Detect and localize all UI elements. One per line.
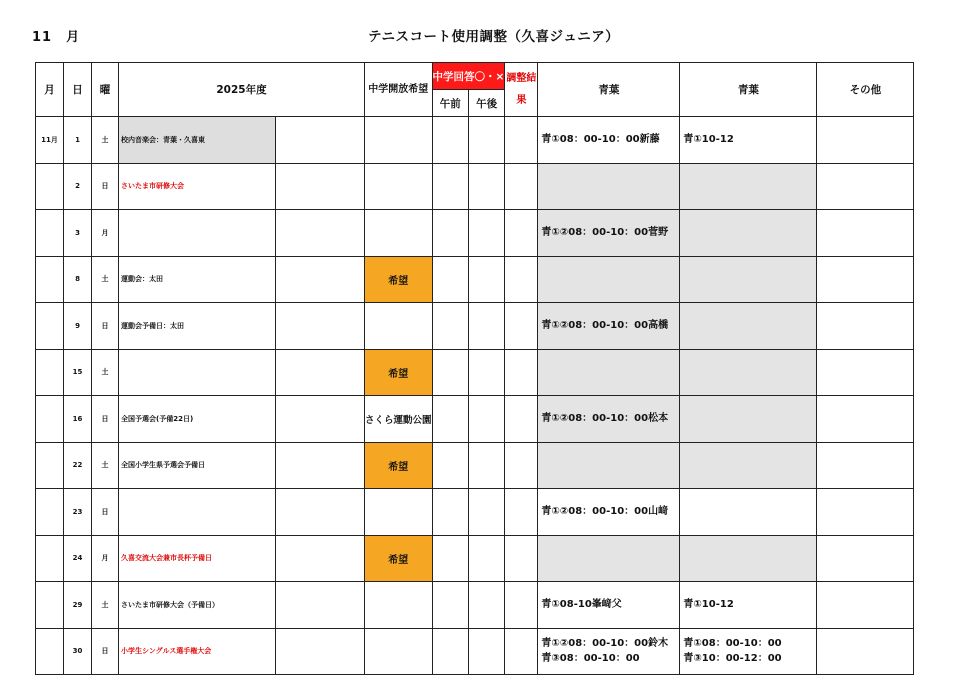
cell-morning[interactable] [432, 535, 468, 582]
cell-day: 24 [64, 535, 92, 582]
cell-other[interactable] [817, 489, 914, 536]
document-title: テニスコート使用調整（久喜ジュニア） [368, 29, 620, 45]
cell-month [36, 256, 64, 303]
cell-afternoon[interactable] [468, 628, 504, 675]
cell-afternoon[interactable] [468, 489, 504, 536]
cell-morning[interactable] [432, 489, 468, 536]
cell-other[interactable] [817, 117, 914, 164]
cell-open [365, 210, 433, 257]
col-header-other: その他 [817, 63, 914, 117]
cell-weekday: 日 [92, 163, 119, 210]
cell-afternoon[interactable] [468, 210, 504, 257]
cell-open [365, 303, 433, 350]
cell-month [36, 628, 64, 675]
cell-other[interactable] [817, 210, 914, 257]
cell-aoba-1[interactable] [538, 163, 680, 210]
cell-other[interactable] [817, 582, 914, 629]
cell-other[interactable] [817, 396, 914, 443]
table-row [36, 303, 914, 350]
cell-event-extra [276, 396, 365, 443]
cell-morning[interactable] [432, 396, 468, 443]
cell-other[interactable] [817, 256, 914, 303]
cell-weekday: 月 [92, 210, 119, 257]
cell-aoba-2[interactable] [680, 210, 817, 257]
cell-aoba-2[interactable] [680, 582, 817, 629]
cell-adjust-result[interactable] [505, 628, 538, 675]
col-header-aoba-2: 青葉 [680, 63, 817, 117]
cell-aoba-1[interactable] [538, 210, 680, 257]
cell-day: 8 [64, 256, 92, 303]
cell-weekday: 土 [92, 349, 119, 396]
cell-other[interactable] [817, 349, 914, 396]
cell-event: 久喜交流大会兼市長杯予備日 [119, 535, 276, 582]
cell-other[interactable] [817, 163, 914, 210]
cell-other[interactable] [817, 628, 914, 675]
cell-morning[interactable] [432, 256, 468, 303]
cell-event [119, 489, 276, 536]
cell-day: 2 [64, 163, 92, 210]
cell-aoba-1[interactable] [538, 535, 680, 582]
cell-adjust-result[interactable] [505, 489, 538, 536]
cell-open: さくら運動公園 [365, 396, 433, 443]
cell-aoba-1[interactable] [538, 628, 680, 675]
request-badge: 希望 [365, 349, 433, 396]
cell-event: 運動会予備日：太田 [119, 303, 276, 350]
cell-afternoon[interactable] [468, 349, 504, 396]
cell-weekday: 土 [92, 582, 119, 629]
cell-month [36, 349, 64, 396]
cell-event-extra [276, 489, 365, 536]
cell-morning[interactable] [432, 163, 468, 210]
aoba-1-entry: 青①②08：00-10：00山﨑 [541, 506, 669, 518]
cell-adjust-result[interactable] [505, 210, 538, 257]
table-row [36, 582, 914, 629]
cell-aoba-2[interactable] [680, 628, 817, 675]
aoba-1-entry: 青①08：00-10：00新藤 [541, 134, 660, 146]
cell-event-extra [276, 349, 365, 396]
cell-event: さいたま市研修大会（予備日） [119, 582, 276, 629]
table-row [36, 349, 914, 396]
cell-adjust-result[interactable] [505, 442, 538, 489]
cell-other[interactable] [817, 442, 914, 489]
cell-event-extra [276, 442, 365, 489]
request-badge: 希望 [365, 442, 433, 489]
cell-morning[interactable] [432, 117, 468, 164]
col-header-year-events: 2025年度 [119, 63, 365, 117]
cell-morning[interactable] [432, 628, 468, 675]
cell-day: 29 [64, 582, 92, 629]
cell-weekday: 土 [92, 256, 119, 303]
cell-month [36, 489, 64, 536]
cell-month: 11月 [36, 117, 64, 164]
cell-aoba-1[interactable] [538, 256, 680, 303]
table-row [36, 396, 914, 443]
cell-afternoon[interactable] [468, 582, 504, 629]
cell-afternoon[interactable] [468, 256, 504, 303]
cell-aoba-2[interactable] [680, 489, 817, 536]
cell-afternoon[interactable] [468, 535, 504, 582]
cell-event-extra [276, 535, 365, 582]
col-header-month: 月 [36, 63, 64, 117]
aoba-1-entry: 青①②08：00-10：00高橋 [541, 320, 669, 332]
cell-weekday: 日 [92, 489, 119, 536]
table-row [36, 117, 914, 164]
col-header-afternoon: 午後 [468, 90, 504, 117]
cell-morning[interactable] [432, 442, 468, 489]
cell-aoba-1[interactable] [538, 117, 680, 164]
month-unit: 月 [66, 30, 81, 45]
cell-morning[interactable] [432, 582, 468, 629]
cell-day: 9 [64, 303, 92, 350]
cell-event-extra [276, 256, 365, 303]
cell-month [36, 396, 64, 443]
col-header-morning: 午前 [432, 90, 468, 117]
cell-adjust-result[interactable] [505, 535, 538, 582]
cell-aoba-2[interactable] [680, 256, 817, 303]
cell-morning[interactable] [432, 210, 468, 257]
cell-adjust-result[interactable] [505, 396, 538, 443]
cell-event: さいたま市研修大会 [119, 163, 276, 210]
col-header-weekday: 曜 [92, 63, 119, 117]
cell-aoba-1[interactable] [538, 582, 680, 629]
table-row [36, 535, 914, 582]
cell-month [36, 582, 64, 629]
cell-weekday: 土 [92, 442, 119, 489]
cell-day: 23 [64, 489, 92, 536]
cell-afternoon[interactable] [468, 117, 504, 164]
cell-day: 1 [64, 117, 92, 164]
aoba-2-entry: 青③10：00-12：00 [683, 653, 782, 665]
cell-aoba-2[interactable] [680, 442, 817, 489]
cell-event-extra [276, 117, 365, 164]
cell-adjust-result[interactable] [505, 117, 538, 164]
cell-event: 全国小学生県予選会予備日 [119, 442, 276, 489]
cell-weekday: 日 [92, 303, 119, 350]
cell-day: 3 [64, 210, 92, 257]
col-header-adjust-result: 調整結果 [505, 63, 538, 117]
aoba-1-entry: 青①②08：00-10：00鈴木 [541, 638, 669, 650]
col-header-jh-open-request: 中学開放希望 [365, 63, 433, 117]
cell-day: 22 [64, 442, 92, 489]
cell-aoba-1[interactable] [538, 442, 680, 489]
aoba-2-entry: 青①10-12 [683, 599, 734, 611]
cell-adjust-result[interactable] [505, 163, 538, 210]
cell-event-extra [276, 303, 365, 350]
cell-event-extra [276, 628, 365, 675]
cell-adjust-result[interactable] [505, 256, 538, 303]
cell-event: 小学生シングルス選手権大会 [119, 628, 276, 675]
table-row [36, 442, 914, 489]
cell-event [119, 210, 276, 257]
cell-weekday: 日 [92, 396, 119, 443]
cell-open [365, 117, 433, 164]
cell-aoba-1[interactable] [538, 396, 680, 443]
cell-event: 全国予選会(予備22日) [119, 396, 276, 443]
cell-morning[interactable] [432, 303, 468, 350]
cell-weekday: 日 [92, 628, 119, 675]
cell-weekday: 土 [92, 117, 119, 164]
cell-open [365, 489, 433, 536]
cell-aoba-2[interactable] [680, 117, 817, 164]
cell-day: 15 [64, 349, 92, 396]
col-header-day: 日 [64, 63, 92, 117]
cell-other[interactable] [817, 303, 914, 350]
cell-month [36, 442, 64, 489]
cell-aoba-1[interactable] [538, 489, 680, 536]
cell-open [365, 582, 433, 629]
month-label [32, 26, 80, 45]
cell-aoba-2[interactable] [680, 303, 817, 350]
cell-aoba-2[interactable] [680, 396, 817, 443]
cell-aoba-2[interactable] [680, 349, 817, 396]
cell-event-extra [276, 163, 365, 210]
col-header-aoba-1: 青葉 [538, 63, 680, 117]
cell-event [119, 349, 276, 396]
cell-adjust-result[interactable] [505, 582, 538, 629]
cell-open [365, 163, 433, 210]
table-row [36, 489, 914, 536]
table-row [36, 628, 914, 675]
cell-month [36, 535, 64, 582]
cell-aoba-1[interactable] [538, 303, 680, 350]
cell-event: 運動会：太田 [119, 256, 276, 303]
request-badge: 希望 [365, 535, 433, 582]
cell-morning[interactable] [432, 349, 468, 396]
table-row [36, 210, 914, 257]
cell-day: 30 [64, 628, 92, 675]
aoba-2-entry: 青①08：00-10：00 [683, 638, 782, 650]
table-row [36, 256, 914, 303]
cell-afternoon[interactable] [468, 303, 504, 350]
cell-event: 校内音楽会：青葉・久喜東 [119, 117, 276, 164]
cell-afternoon[interactable] [468, 442, 504, 489]
cell-aoba-2[interactable] [680, 535, 817, 582]
aoba-2-entry: 青①10-12 [683, 134, 734, 146]
month-number: 11 [32, 30, 53, 45]
cell-day: 16 [64, 396, 92, 443]
col-header-jh-answer: 中学回答〇・× [432, 63, 505, 90]
cell-weekday: 月 [92, 535, 119, 582]
cell-month [36, 210, 64, 257]
table-row [36, 163, 914, 210]
schedule-body [36, 117, 914, 675]
schedule-table [35, 62, 914, 675]
aoba-1-entry: 青③08：00-10：00 [541, 653, 640, 665]
cell-event-extra [276, 210, 365, 257]
cell-open [365, 628, 433, 675]
aoba-1-entry: 青①08-10峯﨑父 [541, 599, 622, 611]
cell-adjust-result[interactable] [505, 303, 538, 350]
cell-aoba-2[interactable] [680, 163, 817, 210]
cell-event-extra [276, 582, 365, 629]
cell-afternoon[interactable] [468, 396, 504, 443]
aoba-1-entry: 青①②08：00-10：00菅野 [541, 227, 669, 239]
cell-adjust-result[interactable] [505, 349, 538, 396]
cell-month [36, 303, 64, 350]
aoba-1-entry: 青①②08：00-10：00松本 [541, 413, 669, 425]
cell-month [36, 163, 64, 210]
cell-afternoon[interactable] [468, 163, 504, 210]
cell-aoba-1[interactable] [538, 349, 680, 396]
request-badge: 希望 [365, 256, 433, 303]
cell-other[interactable] [817, 535, 914, 582]
